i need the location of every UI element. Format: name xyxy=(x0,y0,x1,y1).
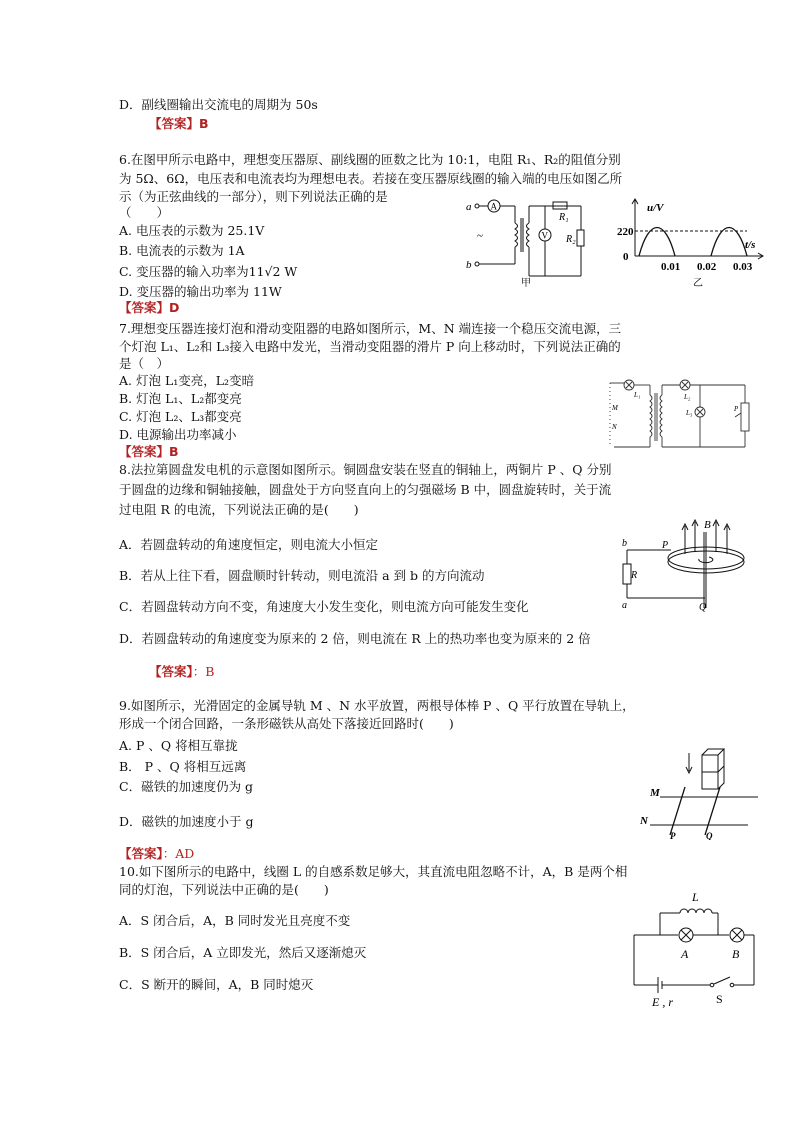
q6-voltage-graph xyxy=(617,196,767,288)
q10-option-c: C．S 断开的瞬间，A，B 同时熄灭 xyxy=(119,977,314,992)
q9-option-b: B． P 、Q 将相互远离 xyxy=(119,759,247,774)
field-b-label: B xyxy=(704,519,711,531)
q10-inductor-circuit-figure xyxy=(630,885,760,1010)
q6-stem-3: 示（为正弦曲线的一部分），则下列说法正确的是 xyxy=(119,189,388,204)
source-er-label: E , r xyxy=(652,995,673,1009)
q8-answer: 【答案】：B xyxy=(149,664,215,679)
q10-option-b: B．S 闭合后，A 立即发光，然后又逐渐熄灭 xyxy=(119,945,367,960)
q9-stem-1: 9.如图所示，光滑固定的金属导轨 M 、N 水平放置，两根导体棒 P 、Q 平行放置在导轨上， xyxy=(119,698,635,713)
inductor-l-icon xyxy=(680,909,712,913)
figure-yi-caption: 乙 xyxy=(693,278,703,288)
q7-answer: 【答案】B xyxy=(119,444,179,459)
lamp-a-label: A xyxy=(681,947,689,961)
q6-answer: 【答案】D xyxy=(119,300,180,315)
rheostat-icon xyxy=(741,403,749,431)
resistor-r-icon xyxy=(623,564,631,584)
rod-p-icon xyxy=(670,787,685,835)
q9-option-c: C．磁铁的加速度仍为 g xyxy=(119,779,254,794)
brush-q-label: Q xyxy=(699,602,707,613)
positive-half-wave xyxy=(639,228,675,257)
primary-coil-icon xyxy=(515,223,518,247)
rod-q-label: Q xyxy=(706,831,713,840)
q8-option-d: D．若圆盘转动的角速度变为原来的 2 倍，则电流在 R 上的热功率也变为原来的 2 倍 xyxy=(119,631,591,646)
q9-answer: 【答案】：AD xyxy=(119,846,195,861)
q7-option-d: D. 电源输出功率减小 xyxy=(119,427,237,442)
ammeter-label: A xyxy=(490,201,497,212)
q7-option-a: A. 灯泡 L₁变亮，L₂变暗 xyxy=(119,373,255,388)
rail-m-label: M xyxy=(650,787,660,799)
q8-disk-generator-figure xyxy=(615,518,765,618)
terminal-b-label: b xyxy=(466,259,472,271)
q10-option-a: A．S 闭合后，A，B 同时发光且亮度不变 xyxy=(119,913,351,928)
r1-label: R₁ xyxy=(559,212,569,223)
q9-option-a: A. P 、Q 将相互靠拢 xyxy=(119,738,238,753)
x-tick-002: 0.02 xyxy=(697,261,717,273)
q7-stem-3: 是（ ） xyxy=(119,356,170,371)
q8-option-b: B．若从上往下看，圆盘顺时针转动，则电流沿 a 到 b 的方向流动 xyxy=(119,568,485,583)
ac-source-symbol: ~ xyxy=(477,230,483,242)
point-a-label: a xyxy=(622,600,627,611)
q6-stem-2: 为 5Ω、6Ω，电压表和电流表均为理想电表。若接在变压器原线圈的输入端的电压如图乙所 xyxy=(119,171,623,186)
q8-option-a: A．若圆盘转动的角速度恒定，则电流大小恒定 xyxy=(119,537,379,552)
terminal-n-label: N xyxy=(612,423,617,431)
y-axis-label: u/V xyxy=(647,202,664,214)
q10-stem-1: 10.如下图所示的电路中，线圈 L 的自感系数足够大，其直流电阻忽略不计，A，B 是两个相 xyxy=(119,864,628,879)
resistor-r-label: R xyxy=(631,570,638,581)
rail-n-label: N xyxy=(640,815,648,827)
lamp-b-label: B xyxy=(732,947,740,961)
l2-label: L₂ xyxy=(684,393,691,401)
figure-jia-caption: 甲 xyxy=(521,278,531,288)
q6-option-d: D. 变压器的输出功率为 11W xyxy=(119,284,282,299)
origin-label: 0 xyxy=(623,251,629,263)
q7-circuit-figure xyxy=(600,375,760,455)
q8-option-c: C．若圆盘转动方向不变，角速度大小发生变化，则电流方向可能发生变化 xyxy=(119,599,529,614)
q10-stem-2: 同的灯泡，下列说法中正确的是( ) xyxy=(119,882,329,897)
brush-p-label: P xyxy=(662,540,669,551)
rod-p-label: P xyxy=(670,831,676,840)
switch-s-icon xyxy=(714,977,730,984)
q9-rails-magnet-figure xyxy=(640,745,765,840)
q9-stem-2: 形成一个闭合回路，一条形磁铁从高处下落接近回路时( ) xyxy=(119,716,454,731)
secondary-coil-icon xyxy=(527,223,530,247)
q8-stem-2: 于圆盘的边缘和铜轴接触，圆盘处于方向竖直向上的匀强磁场 B 中，圆盘旋转时，关于流 xyxy=(119,482,612,497)
positive-half-wave-2 xyxy=(711,228,747,257)
voltmeter-label: V xyxy=(541,230,548,241)
y-tick-220: 220 xyxy=(617,226,634,238)
terminal-m-label: M xyxy=(612,404,618,412)
q7-stem-2: 个灯泡 L₁、L₂和 L₃接入电路中发光，当滑动变阻器的滑片 P 向上移动时，下列说法正确的 xyxy=(119,339,621,354)
q5-option-d: D．副线圈输出交流电的周期为 50s xyxy=(119,97,318,112)
x-tick-001: 0.01 xyxy=(661,261,681,273)
q5-answer: 【答案】B xyxy=(149,116,209,131)
x-axis-label: t/s xyxy=(745,239,756,251)
q7-option-b: B. 灯泡 L₁、L₂都变亮 xyxy=(119,391,242,406)
point-b-label: b xyxy=(622,538,627,549)
slider-p-label: P xyxy=(734,405,739,413)
r2-label: R₂ xyxy=(566,234,576,245)
q6-option-b: B. 电流表的示数为 1A xyxy=(119,243,245,258)
inductor-l-label: L xyxy=(692,890,699,904)
q9-option-d: D．磁铁的加速度小于 g xyxy=(119,814,254,829)
q7-stem-1: 7.理想变压器连接灯泡和滑动变阻器的电路如图所示，M、N 端连接一个稳压交流电源，三 xyxy=(119,321,622,336)
q6-option-c: C. 变压器的输入功率为11√2 W xyxy=(119,264,298,279)
switch-s-label: S xyxy=(716,992,723,1006)
l1-label: L₁ xyxy=(634,391,641,399)
l3-label: L₃ xyxy=(686,409,693,417)
q6-circuit-figure xyxy=(463,196,593,288)
resistor-r2-icon xyxy=(577,230,584,246)
q6-paren: （ ） xyxy=(119,205,170,220)
q6-stem-1: 6.在图甲所示电路中，理想变压器原、副线圈的匝数之比为 10:1，电阻 R₁、R₂的阻值分别 xyxy=(119,152,621,167)
q6-option-a: A. 电压表的示数为 25.1V xyxy=(119,223,265,238)
q7-option-c: C. 灯泡 L₂、L₃都变亮 xyxy=(119,409,242,424)
terminal-a-label: a xyxy=(466,201,472,213)
rod-q-icon xyxy=(705,787,720,835)
x-tick-003: 0.03 xyxy=(733,261,753,273)
q8-stem-1: 8.法拉第圆盘发电机的示意图如图所示。铜圆盘安装在竖直的铜轴上，两铜片 P 、Q 分别 xyxy=(119,462,612,477)
q8-stem-3: 过电阻 R 的电流，下列说法正确的是( ) xyxy=(119,502,359,517)
